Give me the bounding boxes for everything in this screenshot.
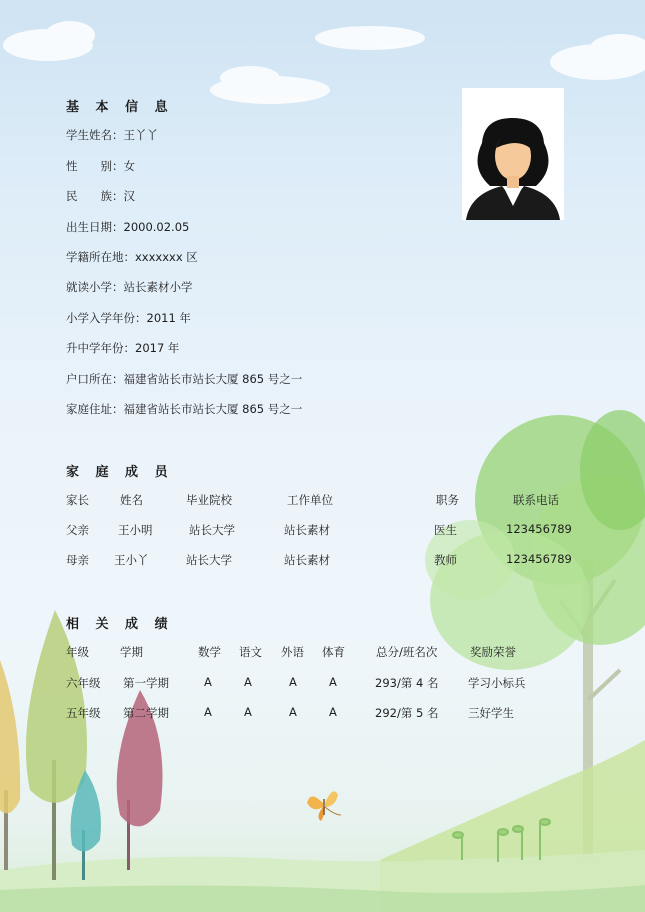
table-cell: A [244, 705, 252, 719]
table-cell: 站长素材 [284, 523, 330, 537]
table-cell: 第二学期 [123, 706, 169, 720]
header-cell: 数学 [198, 645, 221, 659]
table-cell: 医生 [434, 523, 457, 537]
header-cell: 职务 [436, 493, 459, 507]
table-cell: 五年级 [66, 706, 101, 720]
portrait-avatar-icon [462, 88, 564, 220]
table-cell: 站长素材 [284, 553, 330, 567]
table-cell: 123456789 [506, 522, 572, 536]
table-cell: 学习小标兵 [468, 676, 526, 690]
section-title-grades: 相 关 成 绩 [66, 617, 174, 632]
field-middle-school-year: 升中学年份：2017 年 [66, 341, 180, 355]
table-cell: 父亲 [66, 523, 89, 537]
table-cell: 293/第 4 名 [375, 676, 439, 690]
table-cell: A [329, 705, 337, 719]
header-cell: 外语 [281, 645, 304, 659]
table-cell: 第一学期 [123, 676, 169, 690]
table-cell: 站长大学 [189, 523, 235, 537]
field-hukou-address: 户口所在：福建省站长市站长大厦 865 号之一 [66, 372, 303, 386]
table-cell: 站长大学 [186, 553, 232, 567]
header-cell: 毕业院校 [186, 493, 232, 507]
table-cell: A [329, 675, 337, 689]
field-registry-district: 学籍所在地：xxxxxxx 区 [66, 250, 198, 264]
student-photo [462, 88, 564, 220]
header-cell: 奖励荣誉 [470, 645, 516, 659]
table-cell: A [244, 675, 252, 689]
table-cell: 教师 [434, 553, 457, 567]
header-cell: 年级 [66, 645, 89, 659]
header-cell: 学期 [120, 645, 143, 659]
table-cell: A [289, 675, 297, 689]
header-cell: 姓名 [120, 493, 143, 507]
field-birth-date: 出生日期：2000.02.05 [66, 220, 190, 234]
header-cell: 语文 [239, 645, 262, 659]
header-cell: 家长 [66, 493, 89, 507]
field-primary-school: 就读小学：站长素材小学 [66, 280, 193, 294]
table-cell: 王小明 [118, 523, 153, 537]
table-cell: A [204, 675, 212, 689]
table-cell: A [204, 705, 212, 719]
field-gender: 性 别：女 [66, 159, 135, 173]
field-ethnicity: 民 族：汉 [66, 189, 135, 203]
table-cell: 王小丫 [114, 553, 149, 567]
header-cell: 联系电话 [513, 493, 559, 507]
field-student-name: 学生姓名：王丫丫 [66, 128, 158, 142]
field-primary-entry-year: 小学入学年份：2011 年 [66, 311, 191, 325]
section-title-family: 家 庭 成 员 [66, 465, 174, 480]
header-cell: 体育 [322, 645, 345, 659]
header-cell: 工作单位 [287, 493, 333, 507]
table-cell: 三好学生 [468, 706, 514, 720]
table-cell: 292/第 5 名 [375, 706, 439, 720]
table-cell: 123456789 [506, 552, 572, 566]
header-cell: 总分/班名次 [376, 645, 438, 659]
table-cell: 母亲 [66, 553, 89, 567]
table-cell: 六年级 [66, 676, 101, 690]
field-home-address: 家庭住址：福建省站长市站长大厦 865 号之一 [66, 402, 303, 416]
table-cell: A [289, 705, 297, 719]
section-title-basic-info: 基 本 信 息 [66, 100, 174, 115]
